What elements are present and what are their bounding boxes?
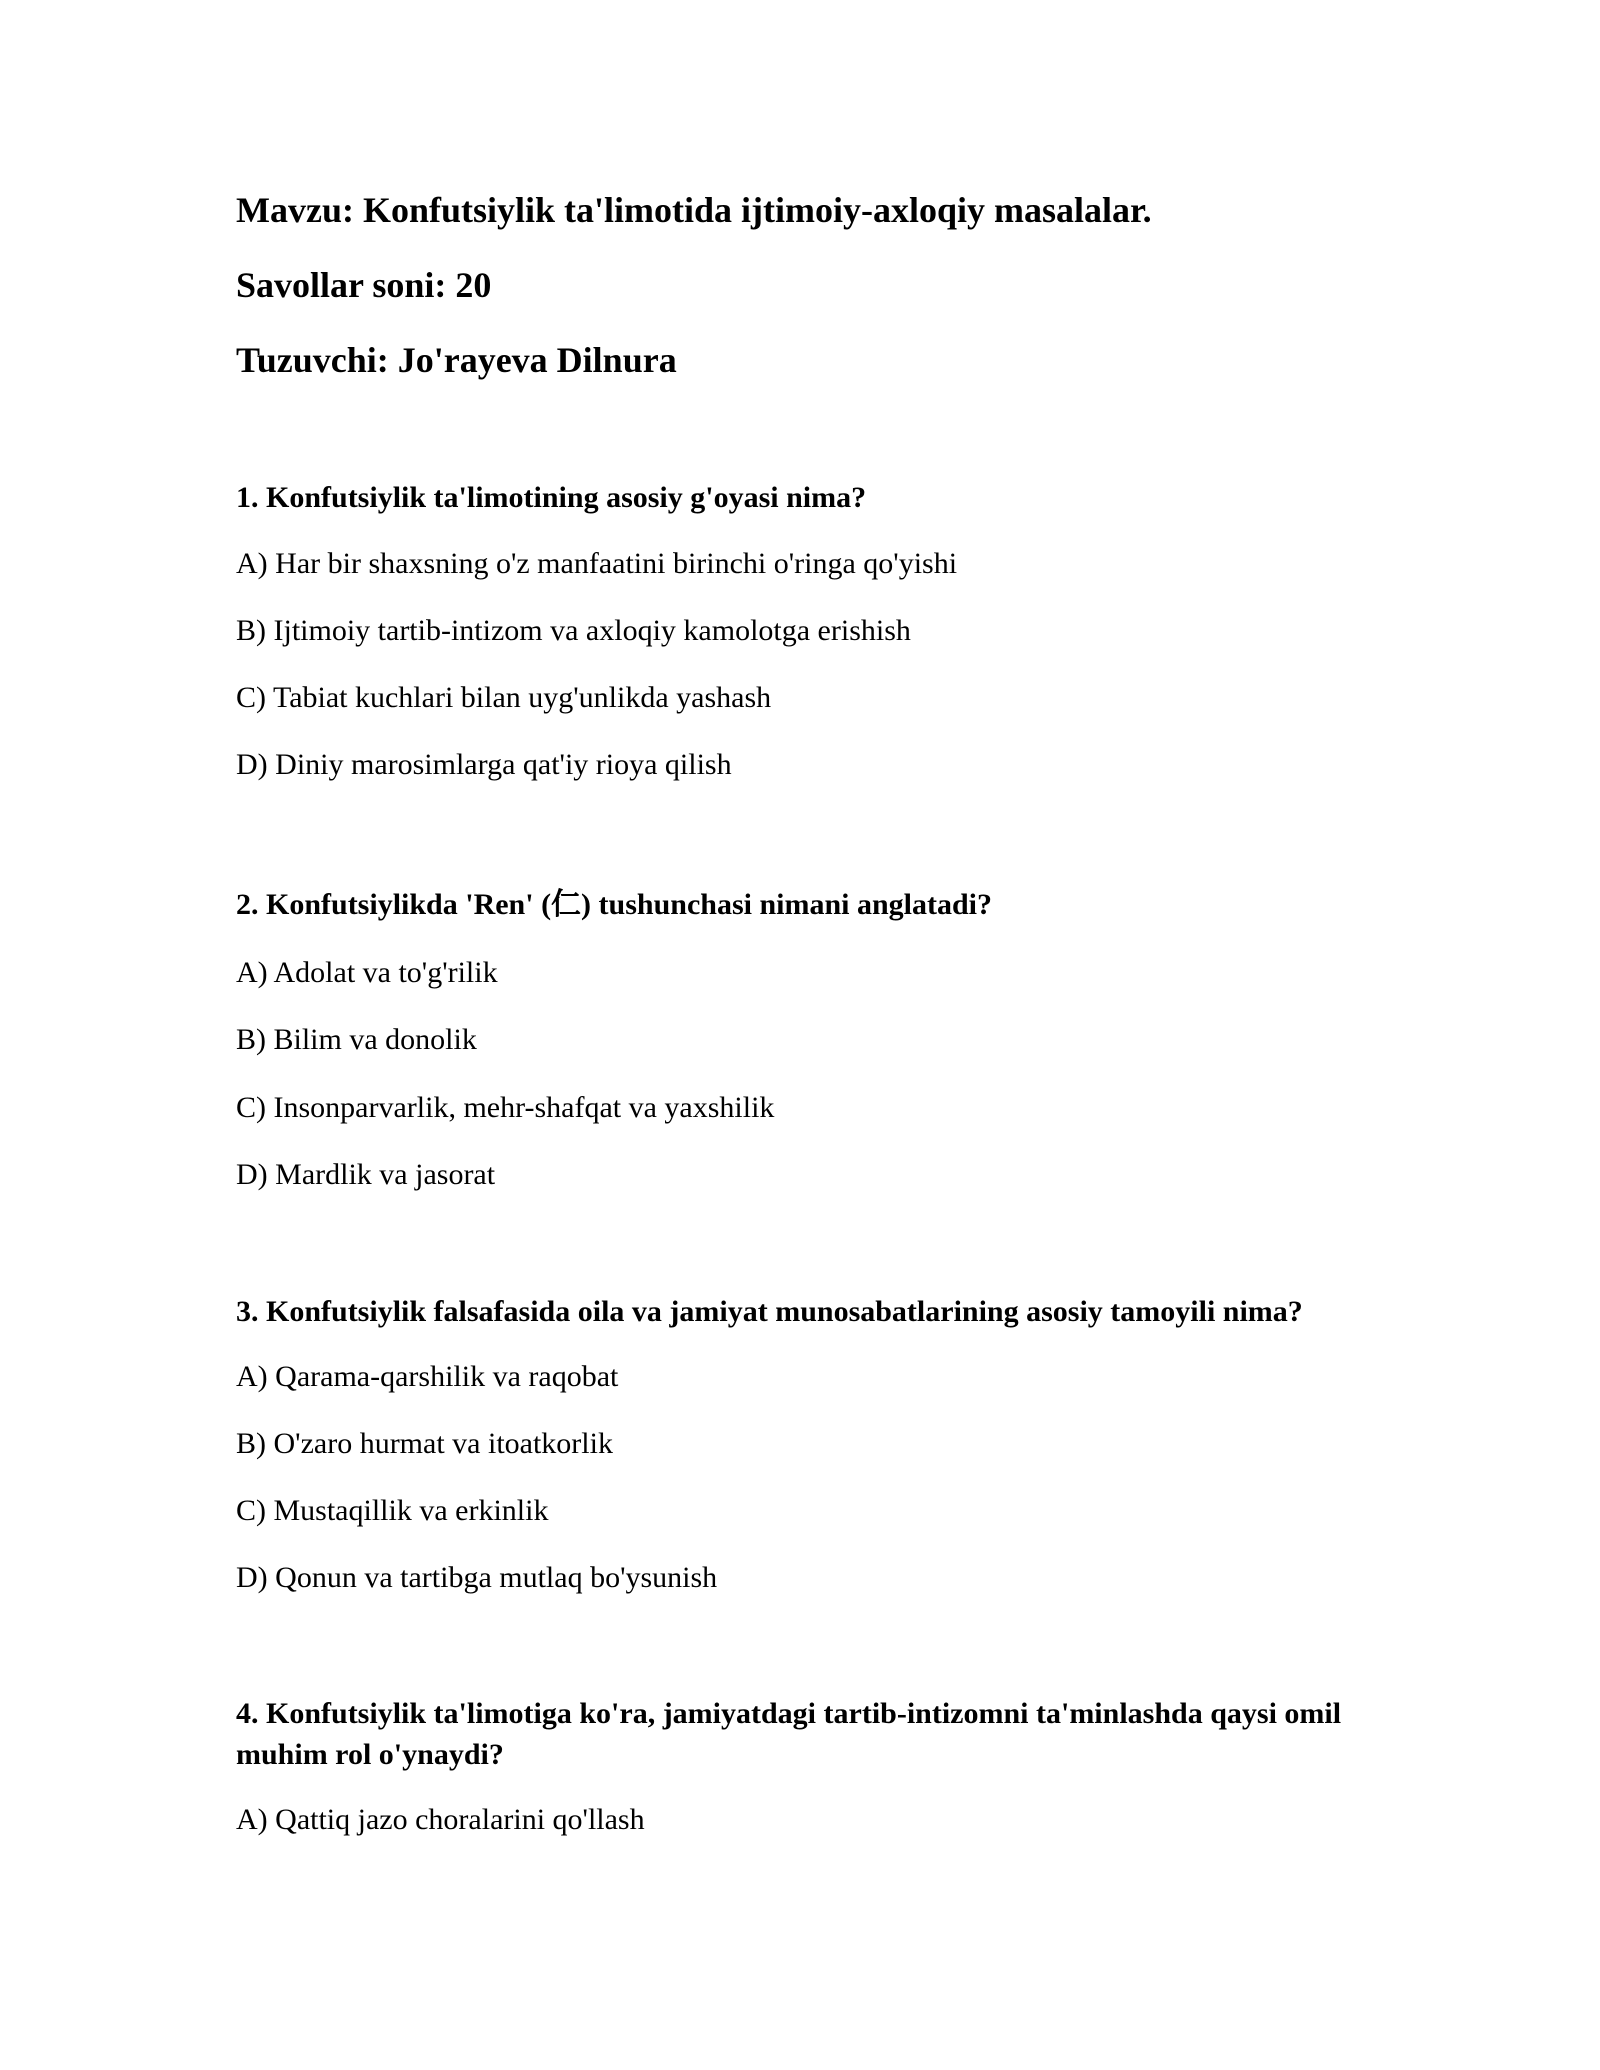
question-1-option-d: D) Diniy marosimlarga qat'iy rioya qilish bbox=[236, 748, 732, 781]
question-3-option-c: C) Mustaqillik va erkinlik bbox=[236, 1494, 549, 1527]
question-1-option-a: A) Har bir shaxsning o'z manfaatini birinchi o'ringa qo'yishi bbox=[236, 547, 958, 580]
question-4-text: 4. Konfutsiylik ta'limotiga ko'ra, jamiyatdagi tartib-intizomni ta'minlashda qaysi omil muhim rol o'ynaydi? bbox=[236, 1697, 1342, 1771]
question-3-option-d: D) Qonun va tartibga mutlaq bo'ysunish bbox=[236, 1561, 718, 1594]
question-4-option-a: A) Qattiq jazo choralarini qo'llash bbox=[236, 1803, 645, 1836]
question-1-option-c: C) Tabiat kuchlari bilan uyg'unlikda yashash bbox=[236, 681, 772, 714]
question-2-option-b: B) Bilim va donolik bbox=[236, 1023, 477, 1056]
question-2-text: 2. Konfutsiylikda 'Ren' (仁) tushunchasi nimani anglatadi? bbox=[236, 888, 993, 921]
question-1-text: 1. Konfutsiylik ta'limotining asosiy g'oyasi nima? bbox=[236, 481, 867, 514]
topic-title: Mavzu: Konfutsiylik ta'limotida ijtimoiy-axloqiy masalalar. bbox=[236, 190, 1152, 230]
question-count: Savollar soni: 20 bbox=[236, 265, 492, 305]
question-2-option-a: A) Adolat va to'g'rilik bbox=[236, 956, 498, 989]
question-2-option-d: D) Mardlik va jasorat bbox=[236, 1158, 496, 1191]
question-2-option-c: C) Insonparvarlik, mehr-shafqat va yaxshilik bbox=[236, 1091, 775, 1124]
question-3-option-b: B) O'zaro hurmat va itoatkorlik bbox=[236, 1427, 613, 1460]
question-1-option-b: B) Ijtimoiy tartib-intizom va axloqiy kamolotga erishish bbox=[236, 614, 911, 647]
question-3-text: 3. Konfutsiylik falsafasida oila va jamiyat munosabatlarining asosiy tamoyili nima? bbox=[236, 1295, 1303, 1328]
question-3-option-a: A) Qarama-qarshilik va raqobat bbox=[236, 1360, 619, 1393]
author-line: Tuzuvchi: Jo'rayeva Dilnura bbox=[236, 340, 677, 380]
